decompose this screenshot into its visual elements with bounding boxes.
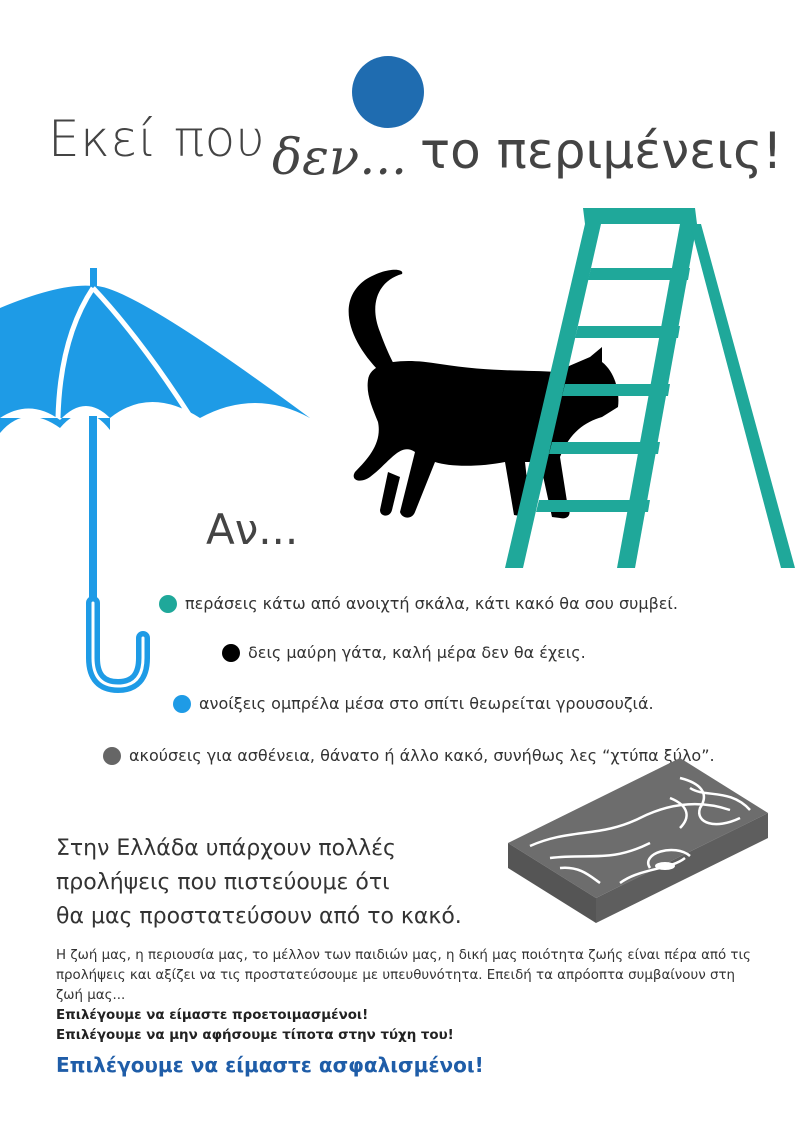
lead-text	[56, 832, 462, 934]
an-label: Αν...	[206, 505, 299, 554]
teal-dot-icon	[159, 595, 177, 613]
headline-part3: το περιμένεις!	[420, 122, 783, 180]
bullet-cat	[222, 643, 586, 662]
body-text	[56, 946, 756, 1046]
bullet-umbrella	[173, 694, 654, 713]
black-dot-icon	[222, 644, 240, 662]
bullet-text: δεις μαύρη γάτα, καλή μέρα δεν θα έχεις.	[248, 643, 586, 662]
lead-line-2: προλήψεις που πιστεύουμε ότι	[56, 870, 390, 895]
umbrella-icon	[0, 268, 320, 698]
body-paragraph: Η ζωή μας, η περιουσία μας, το μέλλον των παιδιών μας, η δική μας ποιότητα ζωής είναι πέρα από τις προλήψεις και αξίζει να τις προστατεύσουμε με υπευθυνότητα. Επειδή τα απρόοπτα συμβαίνουν στη ζωή μας...	[56, 948, 751, 1003]
strong-line-2: Επιλέγουμε να μην αφήσουμε τίποτα στην τύχη του!	[56, 1028, 454, 1043]
headline-part1: Εκεί που	[48, 110, 266, 168]
headline-part2: δεν...	[272, 128, 408, 186]
blue-ball-icon	[350, 54, 426, 130]
bullet-ladder	[159, 594, 678, 613]
final-slogan: Επιλέγουμε να είμαστε ασφαλισμένοι!	[56, 1053, 484, 1077]
bullet-text: περάσεις κάτω από ανοιχτή σκάλα, κάτι κακό θα σου συμβεί.	[185, 594, 678, 613]
blue-dot-icon	[173, 695, 191, 713]
ladder-icon	[505, 208, 795, 608]
bullet-text: ακούσεις για ασθένεια, θάνατο ή άλλο κακό, συνήθως λες “χτύπα ξύλο”.	[129, 746, 715, 765]
wood-plank-icon	[500, 758, 770, 928]
lead-line-3: θα μας προστατεύσουν από το κακό.	[56, 904, 462, 929]
grey-dot-icon	[103, 747, 121, 765]
lead-line-1: Στην Ελλάδα υπάρχουν πολλές	[56, 836, 396, 861]
strong-line-1: Επιλέγουμε να είμαστε προετοιμασμένοι!	[56, 1008, 369, 1023]
bullet-text: ανοίξεις ομπρέλα μέσα στο σπίτι θεωρείται γρουσουζιά.	[199, 694, 654, 713]
